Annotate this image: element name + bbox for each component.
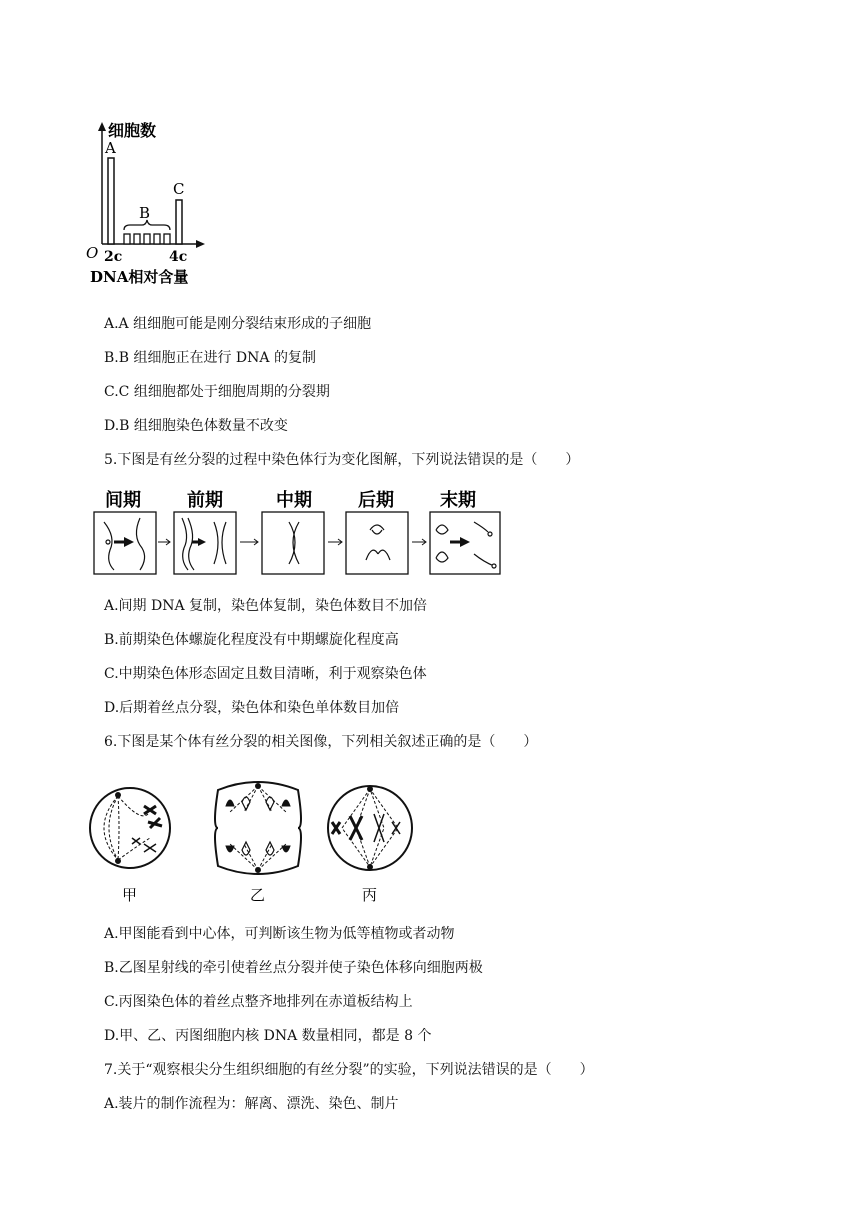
bar-b-4 bbox=[154, 234, 160, 244]
cell-jia bbox=[90, 788, 170, 868]
mitosis-stages-figure bbox=[90, 482, 510, 578]
stage-label-metaphase: 中期 bbox=[276, 490, 312, 511]
mitosis-cells-figure bbox=[84, 772, 420, 908]
box-anaphase bbox=[346, 512, 408, 574]
q7-option-a: A.装片的制作流程为：解离、漂洗、染色、制片 bbox=[104, 1096, 399, 1112]
q4-option-d: D.B 组细胞染色体数量不改变 bbox=[104, 418, 288, 434]
origin-label: O bbox=[86, 244, 99, 262]
q4-option-b: B.B 组细胞正在进行 DNA 的复制 bbox=[104, 350, 316, 366]
q6-option-a: A.甲图能看到中心体，可判断该生物为低等植物或者动物 bbox=[104, 926, 455, 942]
group-a-label: A bbox=[105, 139, 116, 157]
cell-yi bbox=[215, 782, 301, 874]
stage-label-telophase: 末期 bbox=[440, 490, 476, 511]
q5-option-a: A.间期 DNA 复制，染色体复制，染色体数目不加倍 bbox=[104, 598, 428, 614]
bar-c bbox=[176, 200, 182, 244]
q6-stem: 6.下图是某个体有丝分裂的相关图像，下列相关叙述正确的是（ ） bbox=[104, 734, 538, 750]
q5-option-b: B.前期染色体螺旋化程度没有中期螺旋化程度高 bbox=[104, 632, 399, 648]
q4-option-a: A.A 组细胞可能是刚分裂结束形成的子细胞 bbox=[104, 316, 372, 332]
y-axis-label: 细胞数 bbox=[108, 121, 157, 140]
bar-a bbox=[108, 158, 114, 244]
q6-option-b: B.乙图星射线的牵引使着丝点分裂并使子染色体移向细胞两极 bbox=[104, 960, 483, 976]
bar-b-5 bbox=[164, 234, 170, 244]
stage-label-anaphase: 后期 bbox=[358, 490, 394, 511]
dna-histogram-figure bbox=[84, 118, 224, 290]
x-axis-label: DNA相对含量 bbox=[90, 268, 189, 286]
x-axis-arrow bbox=[196, 240, 205, 248]
q6-option-d: D.甲、乙、丙图细胞内核 DNA 数量相同，都是 8 个 bbox=[104, 1028, 432, 1044]
q5-stem: 5.下图是有丝分裂的过程中染色体行为变化图解，下列说法错误的是（ ） bbox=[104, 452, 580, 468]
group-c-label: C bbox=[173, 180, 185, 198]
bar-b-2 bbox=[134, 234, 140, 244]
q6-option-c: C.丙图染色体的着丝点整齐地排列在赤道板结构上 bbox=[104, 994, 413, 1010]
cell-bing bbox=[328, 786, 412, 870]
cell-label-yi: 乙 bbox=[250, 886, 266, 904]
q5-option-d: D.后期着丝点分裂，染色体和染色单体数目加倍 bbox=[104, 700, 400, 716]
cell-label-bing: 丙 bbox=[362, 886, 378, 904]
tick-4c: 4c bbox=[169, 249, 188, 265]
cell-label-jia: 甲 bbox=[122, 886, 138, 904]
group-b-label: B bbox=[139, 204, 151, 222]
q7-stem: 7.关于“观察根尖分生组织细胞的有丝分裂”的实验，下列说法错误的是（ ） bbox=[104, 1062, 594, 1078]
q5-option-c: C.中期染色体形态固定且数目清晰，利于观察染色体 bbox=[104, 666, 427, 682]
q4-option-c: C.C 组细胞都处于细胞周期的分裂期 bbox=[104, 384, 330, 400]
tick-2c: 2c bbox=[104, 249, 123, 265]
stage-label-prophase: 前期 bbox=[187, 490, 223, 511]
stage-label-interphase: 间期 bbox=[105, 490, 141, 511]
y-axis-arrow bbox=[98, 122, 106, 131]
bar-b-3 bbox=[144, 234, 150, 244]
bar-b-1 bbox=[124, 234, 130, 244]
